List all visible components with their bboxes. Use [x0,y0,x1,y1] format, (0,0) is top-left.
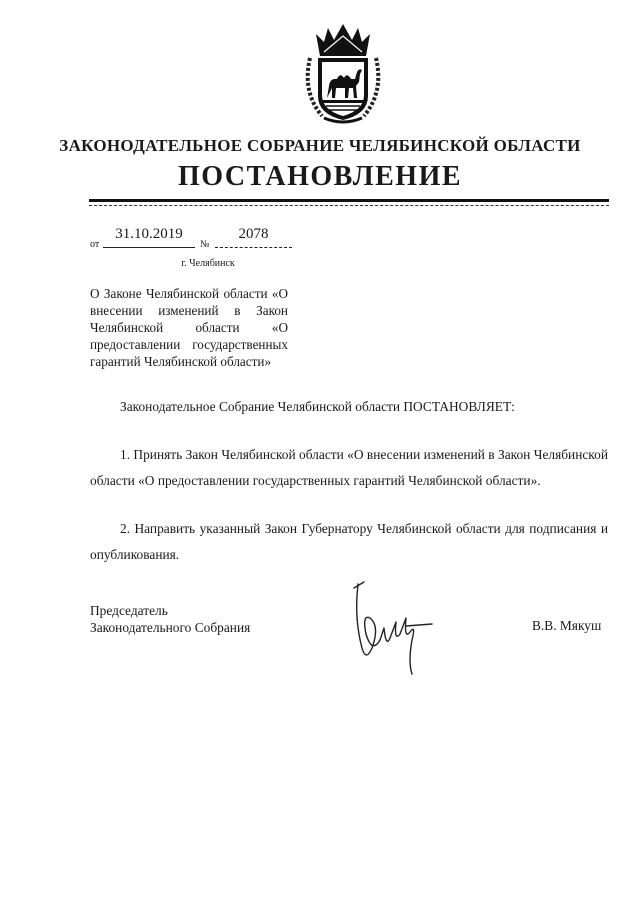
document-type-title: ПОСТАНОВЛЕНИЕ [177,161,463,192]
signer-name: В.В. Мякуш [532,618,602,633]
signer-title-line-2: Законодательного Собрания [90,620,251,635]
document-date: 31.10.2019 [115,226,183,242]
resolution-item-1: 1. Принять Закон Челябинской области «О внесении изменений в Закон Челябинской области «О предоставлении государственных гарантий Челябинской области». [90,447,608,488]
header-rule-dashed [89,205,609,206]
number-underline [215,247,292,248]
document-subject: О Законе Челябинской области «О внесении изменений в Закон Челябинской области «О предоставлении государственных гарантий Челябинской области» [90,286,288,369]
resolution-intro: Законодательное Собрание Челябинской области ПОСТАНОВЛЯЕТ: [120,399,515,414]
header-rule-thick [89,199,609,202]
date-prefix: от [90,239,100,250]
signer-title [90,602,250,636]
date-underline [103,247,195,248]
signer-title-line-1: Председатель [90,603,168,618]
organization-name: ЗАКОНОДАТЕЛЬНОЕ СОБРАНИЕ ЧЕЛЯБИНСКОЙ ОБЛАСТИ [59,136,581,155]
city-label: г. Челябинск [181,258,235,269]
document-number: 2078 [238,226,269,242]
resolution-item-2: 2. Направить указанный Закон Губернатору Челябинской области для подписания и опубликования. [90,521,608,562]
coat-of-arms-icon [300,22,386,126]
handwritten-signature [350,578,446,680]
number-prefix: № [200,239,210,250]
